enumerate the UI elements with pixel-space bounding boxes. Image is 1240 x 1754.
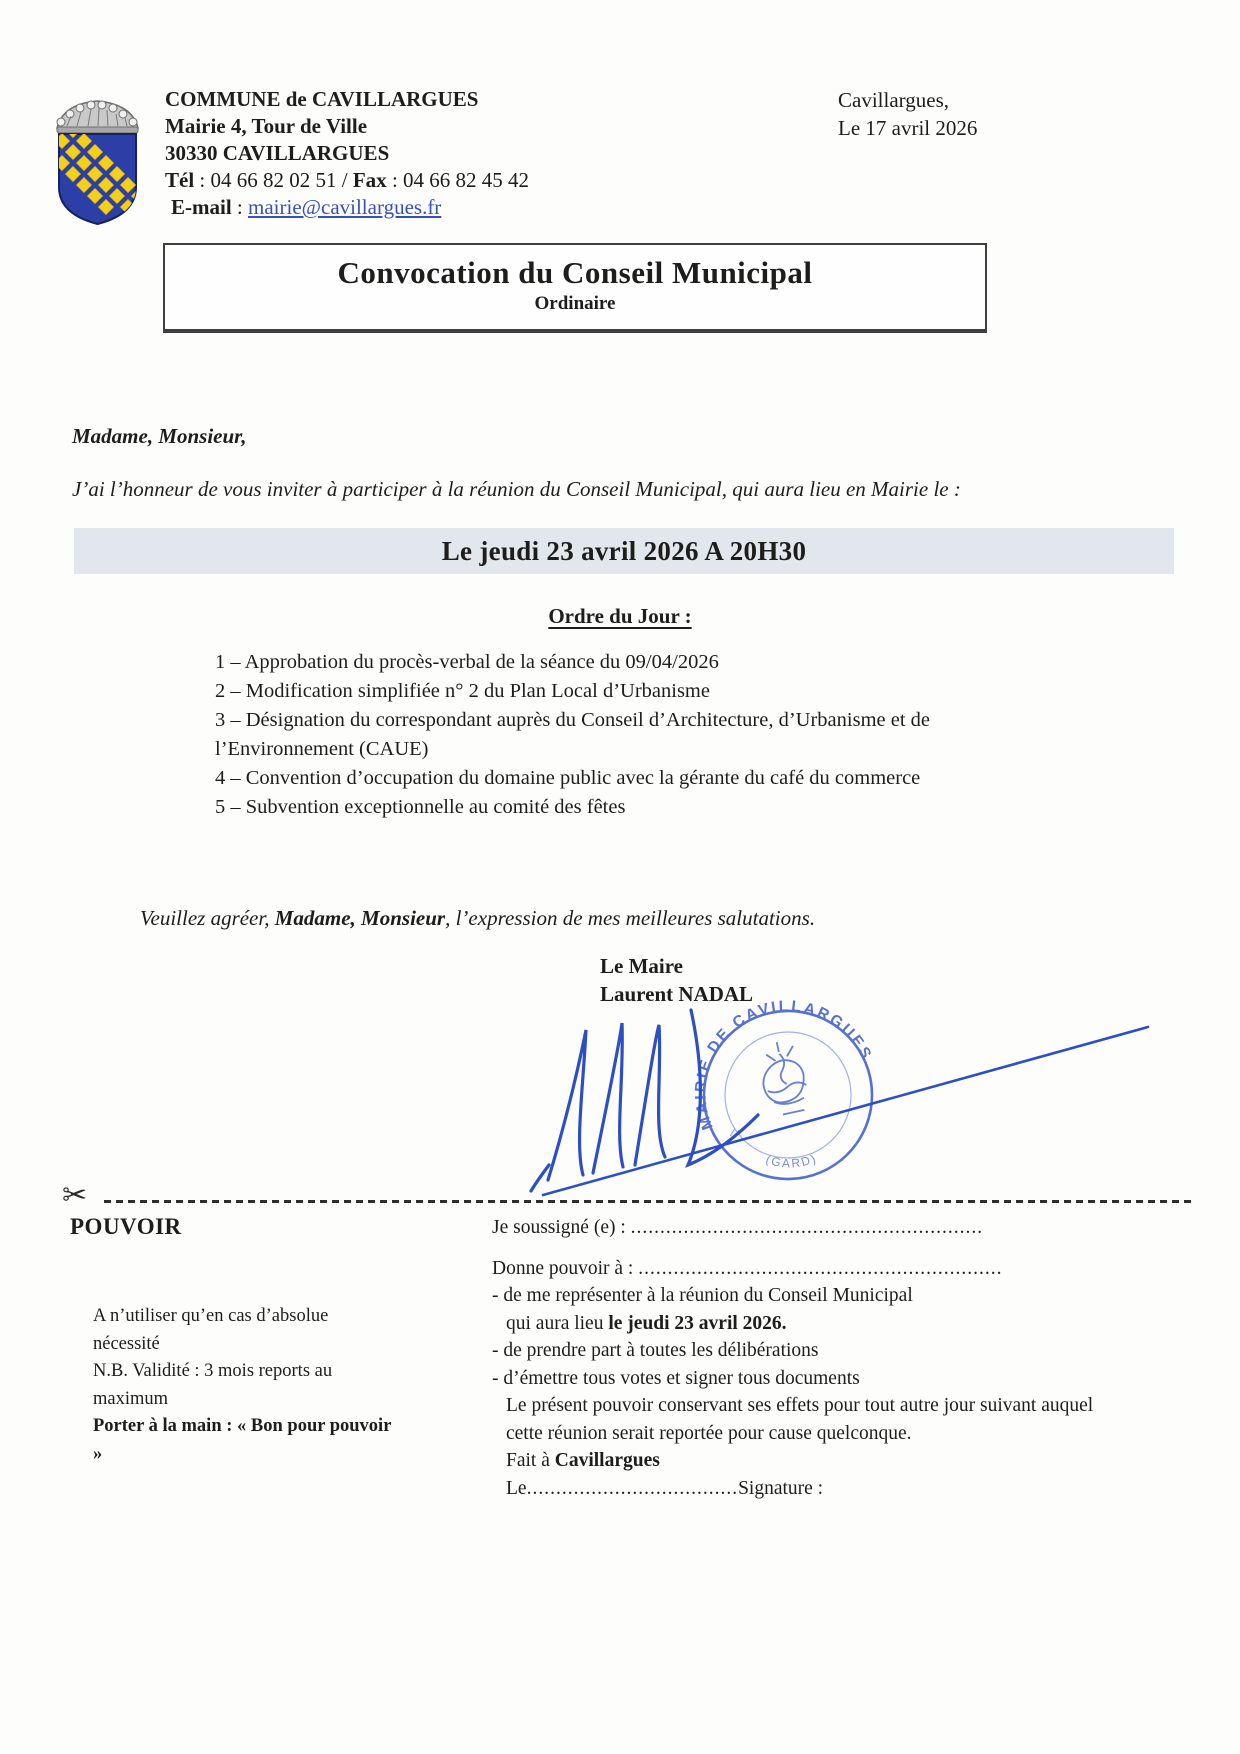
pouvoir-form [492, 1214, 1172, 1502]
org-city: 30330 CAVILLARGUES [165, 141, 390, 165]
agenda-list [215, 648, 1010, 822]
cavillargues-coat-of-arms-logo [45, 92, 150, 232]
email-line: E-mail : mairie@cavillargues.fr [171, 195, 442, 219]
document-subtitle: Ordinaire [534, 293, 616, 314]
pouvoir-item: - de me représenter à la réunion du Conseil Municipal [492, 1285, 913, 1306]
closing-bold: Madame, Monsieur [274, 906, 446, 930]
signature-strokes [531, 1010, 1148, 1195]
signature-label: Signature : [738, 1477, 824, 1499]
place-date-block [838, 86, 977, 142]
svg-text:(GARD): (GARD) [763, 1150, 820, 1171]
phone-fax-line: Tél : 04 66 82 02 51 / Fax : 04 66 82 45 42 [165, 168, 530, 192]
agenda-heading: Ordre du Jour : [548, 604, 692, 628]
date-line: Le 17 avril 2026 [838, 116, 978, 140]
intro-paragraph: J’ai l’honneur de vous inviter à participer à la réunion du Conseil Municipal, qui aura lieu en Mairie le : [72, 477, 961, 501]
cut-dashed-line [104, 1200, 1196, 1203]
agenda-item: 2 – Modification simplifiée n° 2 du Plan Local d’Urbanisme [215, 680, 710, 702]
meeting-date-bold: le jeudi 23 avril 2026. [608, 1312, 787, 1334]
agenda-heading-row [0, 604, 1240, 629]
date-signature-line: Le....................................Signature : [506, 1477, 824, 1499]
svg-text:MAIRIE DE CAVILLARGUES: MAIRIE DE CAVILLARGUES [692, 997, 876, 1132]
email-label: E-mail [171, 195, 232, 219]
agenda-item: 3 – Désignation du correspondant auprès du Conseil d’Architecture, d’Urbanisme et de l’Environnement (CAUE) [215, 709, 931, 760]
meeting-date-banner [74, 528, 1174, 574]
shield-icon [45, 122, 147, 226]
signer-name: Laurent NADAL [600, 982, 754, 1006]
org-street: Mairie 4, Tour de Ville [165, 114, 368, 138]
place-line: Cavillargues, [838, 88, 950, 112]
closing-line: Veuillez agréer, Madame, Monsieur, l’expression de mes meilleures salutations. [140, 906, 816, 930]
pouvoir-heading: POUVOIR [70, 1214, 182, 1239]
tel-value: 04 66 82 02 51 [210, 168, 337, 192]
scissors-icon: ✂ [62, 1179, 88, 1212]
agenda-item: 1 – Approbation du procès-verbal de la séance du 09/04/2026 [215, 651, 719, 673]
soussigne-line: Je soussigné (e) : ............................................................ [492, 1217, 984, 1238]
meeting-date-text: Le jeudi 23 avril 2026 A 20H30 [441, 536, 807, 566]
email-link[interactable]: mairie@cavillargues.fr [248, 195, 442, 219]
title-box [163, 243, 987, 333]
salutation: Madame, Monsieur, [72, 424, 247, 448]
agenda-item: 4 – Convention d’occupation du domaine public avec la gérante du café du commerce [215, 767, 921, 789]
fill-in-dots[interactable]: ............................................................ [630, 1217, 984, 1238]
crown-icon [57, 101, 138, 133]
handwritten-signature-and-stamp [523, 995, 1173, 1200]
fait-a-line: Fait à Cavillargues [506, 1450, 660, 1471]
fax-label: Fax [352, 168, 387, 192]
note-bold-line: Porter à la main : « Bon pour pouvoir » [93, 1416, 392, 1464]
pouvoir-item: - d’émettre tous votes et signer tous documents [492, 1367, 860, 1389]
note-line: A n’utiliser qu’en cas d’absolue nécessité [93, 1306, 329, 1354]
pouvoir-item-continued: qui aura lieu le jeudi 23 avril 2026. [506, 1312, 787, 1334]
sender-address-block [165, 86, 529, 221]
pouvoir-item: - de prendre part à toutes les délibérations [492, 1340, 819, 1361]
tel-label: Tél [165, 168, 195, 192]
donne-pouvoir-line: Donne pouvoir à : .............................................................. [492, 1257, 1003, 1279]
document-title: Convocation du Conseil Municipal [337, 255, 813, 290]
pouvoir-usage-note [93, 1303, 395, 1468]
municipal-stamp-icon [675, 995, 897, 1197]
note-line: N.B. Validité : 3 mois reports au maximum [93, 1361, 333, 1409]
fax-value: 04 66 82 45 42 [403, 168, 530, 192]
agenda-item: 5 – Subvention exceptionnelle au comité des fêtes [215, 796, 626, 818]
pouvoir-clause: Le présent pouvoir conservant ses effets pour tout autre jour suivant auquel [506, 1395, 1094, 1416]
signer-role: Le Maire [600, 954, 683, 978]
org-name: COMMUNE de CAVILLARGUES [165, 87, 479, 111]
pouvoir-clause: cette réunion serait reportée pour cause quelconque. [506, 1422, 912, 1444]
fait-a-city: Cavillargues [554, 1450, 660, 1471]
fill-in-dots[interactable]: .............................................................. [638, 1257, 1003, 1279]
fill-in-dots[interactable]: .................................... [526, 1477, 739, 1499]
